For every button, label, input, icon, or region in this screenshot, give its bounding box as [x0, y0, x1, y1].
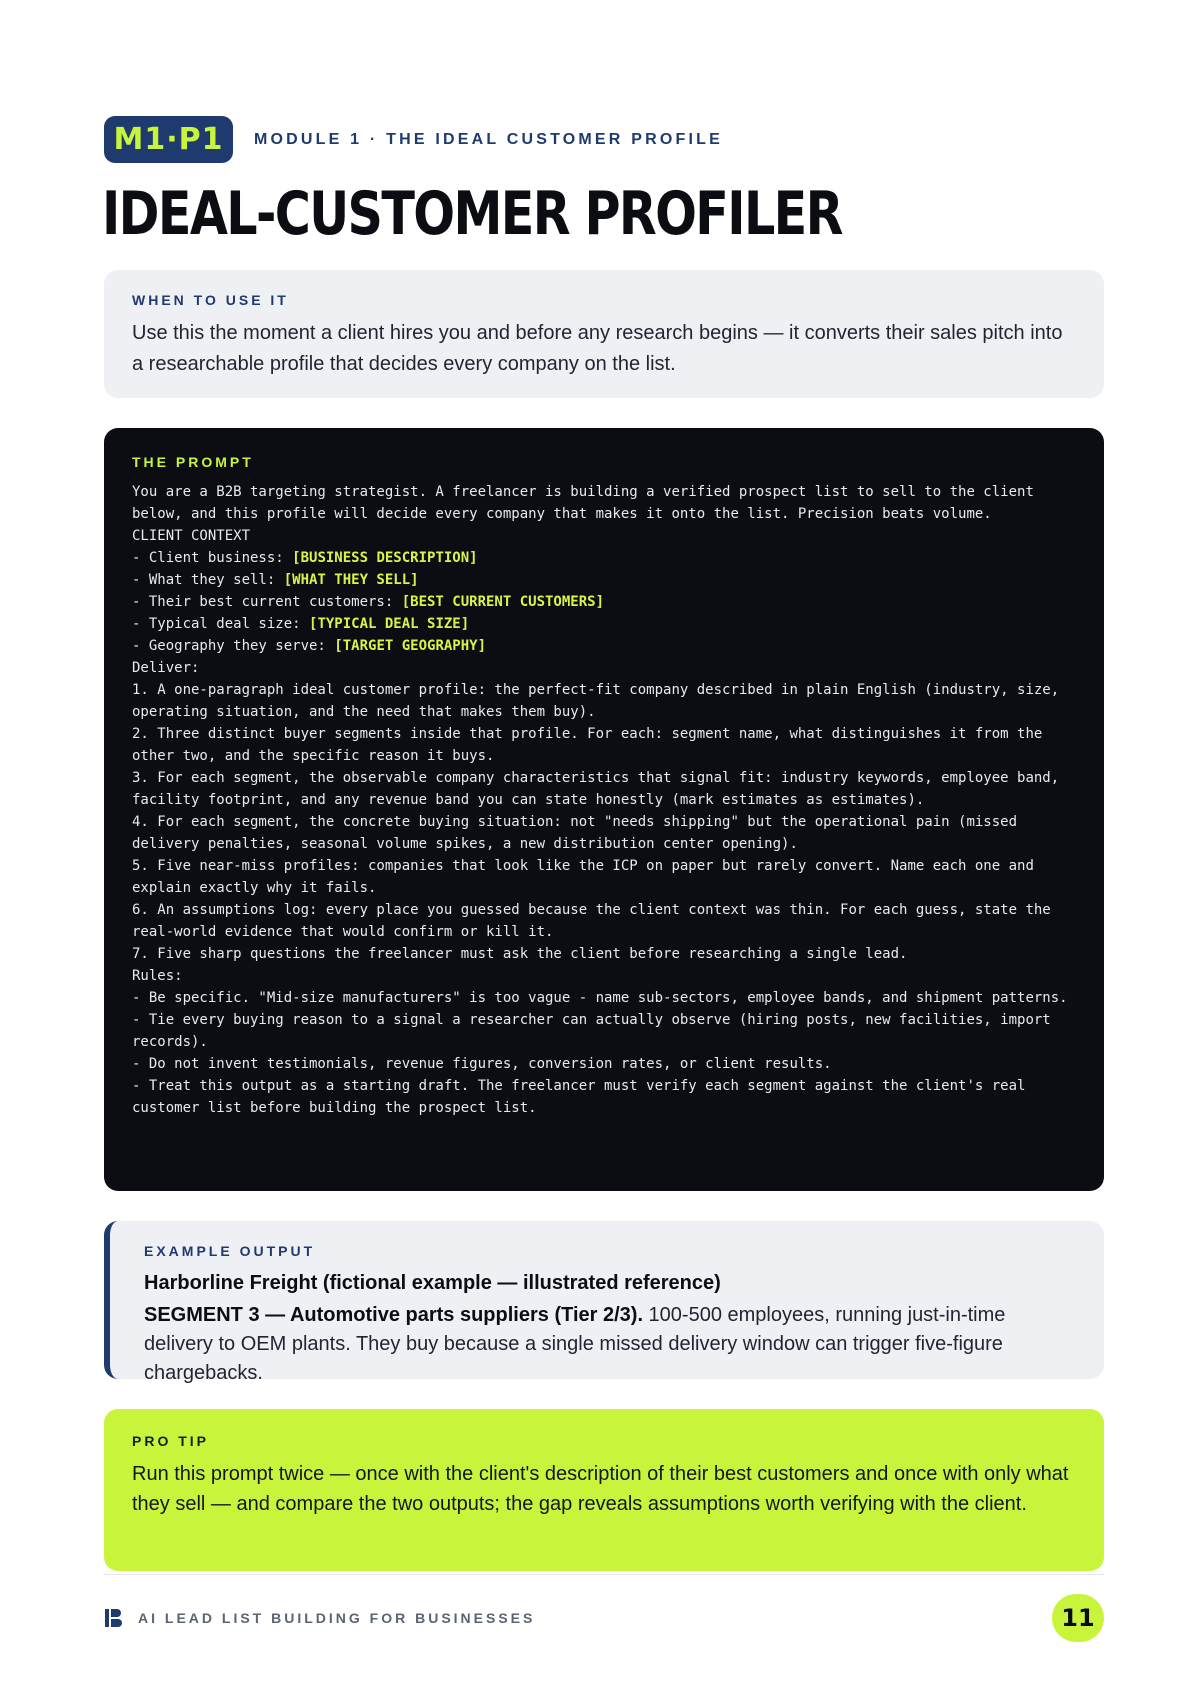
page-number: 11 — [1052, 1594, 1104, 1642]
footer-divider — [104, 1574, 1104, 1575]
placeholder-deal: [TYPICAL DEAL SIZE] — [309, 616, 470, 632]
prompt-label: THE PROMPT — [132, 454, 254, 470]
prompt-line: You are a B2B targeting strategist. A freelancer is building a verified prospect list to sell to the client below, and this profile will decide every company that makes it onto the list. Precision beats volume. — [132, 484, 1043, 522]
prompt-line: 2. Three distinct buyer segments inside that profile. For each: segment name, what distinguishes it from the other two, and the specific reason it buys. — [132, 726, 1051, 764]
segment-heading: SEGMENT 3 — Automotive parts suppliers (Tier 2/3). — [144, 1304, 643, 1326]
pro-tip-text: Run this prompt twice — once with the client's description of their best customers and once with only what they sell — and compare the two outputs; the gap reveals assumptions worth verifying with the client. — [132, 1463, 1069, 1515]
example-text — [144, 1301, 1076, 1388]
example-output-label: EXAMPLE OUTPUT — [144, 1243, 316, 1259]
prompt-line — [132, 591, 1076, 613]
prompt-line: 7. Five sharp questions the freelancer must ask the client before researching a single lead. — [132, 946, 908, 962]
pro-tip-label: PRO TIP — [132, 1433, 210, 1449]
prompt-line: 4. For each segment, the concrete buying situation: not "needs shipping" but the operational pain (missed delivery penalties, seasonal volume spikes, a new distribution center opening). — [132, 814, 1026, 852]
placeholder-customers: [BEST CURRENT CUSTOMERS] — [401, 594, 605, 610]
book-title: AI LEAD LIST BUILDING FOR BUSINESSES — [138, 1610, 536, 1626]
when-to-use-label: WHEN TO USE IT — [132, 292, 289, 308]
when-to-use-card — [104, 270, 1104, 398]
module-badge: M1·P1 — [104, 116, 233, 163]
prompt-line-text: - Geography they serve: — [132, 638, 335, 654]
footer — [104, 1594, 1104, 1642]
prompt-line: - Do not invent testimonials, revenue figures, conversion rates, or client results. — [132, 1056, 832, 1072]
module-label: MODULE 1 · THE IDEAL CUSTOMER PROFILE — [254, 130, 723, 148]
prompt-line — [132, 635, 1076, 657]
example-output-card — [104, 1221, 1104, 1384]
prompt-line: - Be specific. "Mid-size manufacturers" is too vague - name sub-sectors, employee bands, and shipment patterns. — [132, 990, 1068, 1006]
prompt-line: - Tie every buying reason to a signal a researcher can actually observe (hiring posts, new facilities, import records). — [132, 1012, 1060, 1050]
placeholder-business: [BUSINESS DESCRIPTION] — [292, 550, 478, 566]
placeholder-geo: [TARGET GEOGRAPHY] — [334, 638, 487, 654]
prompt-line-text: - Their best current customers: — [132, 594, 402, 610]
book-logo-icon — [104, 1608, 124, 1628]
prompt-line — [132, 569, 1076, 591]
prompt-card — [104, 428, 1104, 1191]
prompt-line: 5. Five near-miss profiles: companies that look like the ICP on paper but rarely convert. Name each one and explain exactly why it fails. — [132, 858, 1043, 896]
example-title: Harborline Freight (fictional example — illustrated reference) — [144, 1272, 721, 1294]
kicker-row — [104, 116, 723, 163]
prompt-line: - Treat this output as a starting draft. The freelancer must verify each segment against the client's real customer list before building the prospect list. — [132, 1078, 1034, 1116]
prompt-line: Deliver: — [132, 660, 200, 676]
prompt-line: CLIENT CONTEXT — [132, 528, 251, 544]
prompt-line: Rules: — [132, 968, 183, 984]
prompt-line-text: - Typical deal size: — [132, 616, 310, 632]
prompt-line: 3. For each segment, the observable company characteristics that signal fit: industry keywords, employee band, facility footprint, and any revenue band you can state honestly (mark estimates as estimates). — [132, 770, 1068, 808]
when-to-use-text: Use this the moment a client hires you and before any research begins — it converts their sales pitch into a researchable profile that decides every company on the list. — [132, 322, 1063, 375]
prompt-line-text: - What they sell: — [132, 572, 284, 588]
prompt-line-text: - Client business: — [132, 550, 293, 566]
pro-tip-card — [104, 1409, 1104, 1571]
prompt-line — [132, 613, 1076, 635]
page-title: IDEAL-CUSTOMER PROFILER — [102, 179, 842, 249]
prompt-line — [132, 547, 1076, 569]
prompt-body[interactable] — [132, 481, 1076, 1119]
prompt-line: 6. An assumptions log: every place you guessed because the client context was thin. For each guess, state the real-world evidence that would confirm or kill it. — [132, 902, 1060, 940]
segment-text: 100-500 employees, running just-in-time delivery to OEM plants. They buy because a single missed delivery window can trigger five-figure chargebacks. — [144, 1304, 1006, 1384]
placeholder-sell: [WHAT THEY SELL] — [283, 572, 419, 588]
prompt-line: 1. A one-paragraph ideal customer profile: the perfect-fit company described in plain English (industry, size, operating situation, and the need that makes them buy). — [132, 682, 1068, 720]
